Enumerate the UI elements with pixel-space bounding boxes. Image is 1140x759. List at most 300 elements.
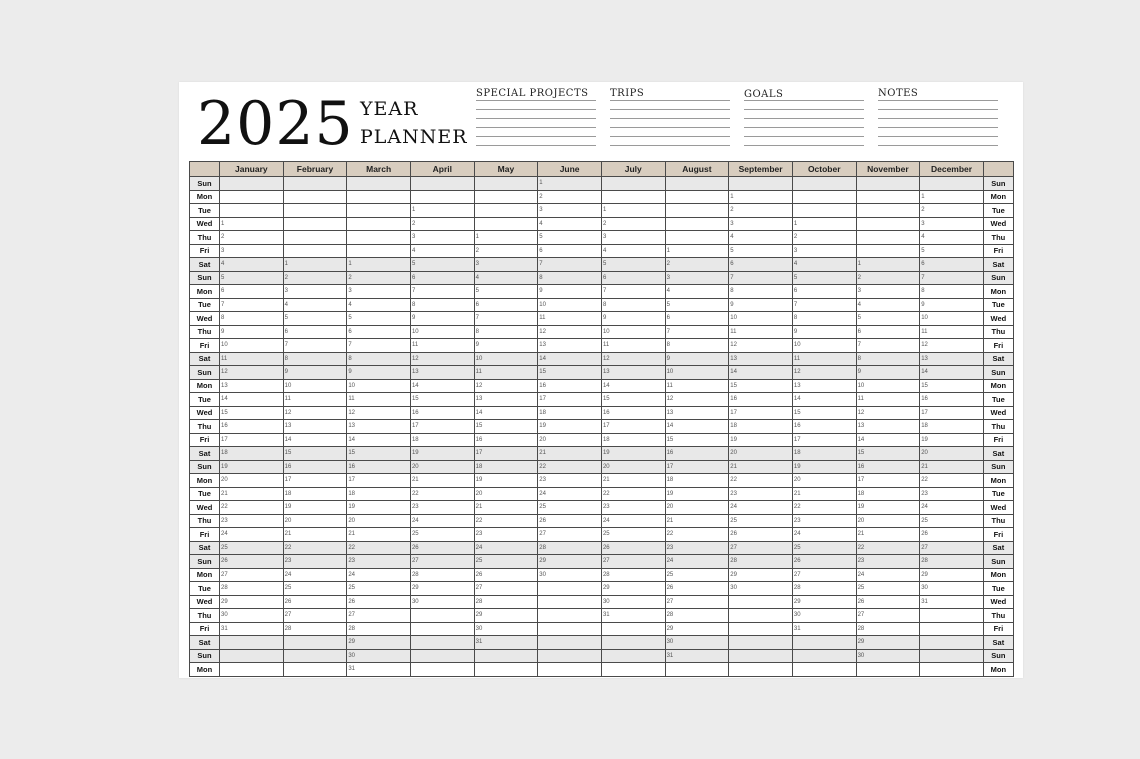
day-cell[interactable]: 18 xyxy=(601,433,665,447)
day-cell[interactable]: 7 xyxy=(665,325,729,339)
day-cell[interactable] xyxy=(283,231,347,245)
day-cell[interactable]: 30 xyxy=(601,595,665,609)
day-cell[interactable]: 20 xyxy=(347,514,411,528)
day-cell[interactable]: 19 xyxy=(792,460,856,474)
day-cell[interactable]: 26 xyxy=(729,528,793,542)
day-cell[interactable]: 7 xyxy=(601,285,665,299)
day-cell[interactable]: 28 xyxy=(920,555,984,569)
day-cell[interactable]: 6 xyxy=(220,285,284,299)
day-cell[interactable]: 18 xyxy=(792,447,856,461)
day-cell[interactable]: 2 xyxy=(729,204,793,218)
day-cell[interactable]: 3 xyxy=(283,285,347,299)
day-cell[interactable]: 1 xyxy=(538,177,602,191)
day-cell[interactable]: 25 xyxy=(792,541,856,555)
day-cell[interactable] xyxy=(792,177,856,191)
day-cell[interactable]: 24 xyxy=(729,501,793,515)
day-cell[interactable] xyxy=(220,204,284,218)
day-cell[interactable]: 1 xyxy=(410,204,474,218)
day-cell[interactable] xyxy=(856,231,920,245)
day-cell[interactable]: 19 xyxy=(920,433,984,447)
day-cell[interactable]: 17 xyxy=(920,406,984,420)
day-cell[interactable]: 20 xyxy=(538,433,602,447)
day-cell[interactable] xyxy=(601,636,665,650)
day-cell[interactable]: 8 xyxy=(220,312,284,326)
day-cell[interactable]: 14 xyxy=(601,379,665,393)
day-cell[interactable]: 7 xyxy=(347,339,411,353)
day-cell[interactable]: 14 xyxy=(410,379,474,393)
day-cell[interactable] xyxy=(538,636,602,650)
day-cell[interactable]: 2 xyxy=(665,258,729,272)
day-cell[interactable]: 16 xyxy=(920,393,984,407)
day-cell[interactable]: 3 xyxy=(538,204,602,218)
day-cell[interactable]: 8 xyxy=(792,312,856,326)
day-cell[interactable] xyxy=(665,663,729,677)
day-cell[interactable]: 3 xyxy=(220,244,284,258)
day-cell[interactable]: 7 xyxy=(538,258,602,272)
day-cell[interactable]: 3 xyxy=(665,271,729,285)
day-cell[interactable]: 31 xyxy=(601,609,665,623)
day-cell[interactable] xyxy=(347,244,411,258)
day-cell[interactable]: 7 xyxy=(729,271,793,285)
day-cell[interactable]: 25 xyxy=(283,582,347,596)
day-cell[interactable] xyxy=(283,663,347,677)
day-cell[interactable]: 29 xyxy=(347,636,411,650)
day-cell[interactable]: 24 xyxy=(538,487,602,501)
day-cell[interactable]: 4 xyxy=(474,271,538,285)
day-cell[interactable]: 1 xyxy=(347,258,411,272)
day-cell[interactable]: 4 xyxy=(410,244,474,258)
day-cell[interactable] xyxy=(856,204,920,218)
day-cell[interactable] xyxy=(665,231,729,245)
day-cell[interactable]: 26 xyxy=(856,595,920,609)
day-cell[interactable]: 13 xyxy=(347,420,411,434)
day-cell[interactable]: 24 xyxy=(601,514,665,528)
day-cell[interactable]: 14 xyxy=(920,366,984,380)
day-cell[interactable]: 26 xyxy=(601,541,665,555)
day-cell[interactable]: 6 xyxy=(410,271,474,285)
day-cell[interactable] xyxy=(920,636,984,650)
day-cell[interactable]: 16 xyxy=(601,406,665,420)
day-cell[interactable]: 30 xyxy=(410,595,474,609)
day-cell[interactable]: 22 xyxy=(729,474,793,488)
day-cell[interactable]: 3 xyxy=(792,244,856,258)
day-cell[interactable]: 2 xyxy=(474,244,538,258)
day-cell[interactable]: 17 xyxy=(538,393,602,407)
day-cell[interactable] xyxy=(347,204,411,218)
day-cell[interactable]: 28 xyxy=(220,582,284,596)
day-cell[interactable]: 2 xyxy=(538,190,602,204)
day-cell[interactable]: 22 xyxy=(601,487,665,501)
day-cell[interactable]: 9 xyxy=(792,325,856,339)
day-cell[interactable] xyxy=(856,190,920,204)
day-cell[interactable]: 10 xyxy=(601,325,665,339)
day-cell[interactable]: 12 xyxy=(347,406,411,420)
day-cell[interactable]: 6 xyxy=(920,258,984,272)
day-cell[interactable]: 14 xyxy=(474,406,538,420)
day-cell[interactable] xyxy=(220,177,284,191)
day-cell[interactable]: 25 xyxy=(601,528,665,542)
day-cell[interactable]: 27 xyxy=(920,541,984,555)
day-cell[interactable] xyxy=(474,217,538,231)
day-cell[interactable]: 24 xyxy=(410,514,474,528)
day-cell[interactable]: 24 xyxy=(474,541,538,555)
day-cell[interactable]: 27 xyxy=(538,528,602,542)
day-cell[interactable]: 30 xyxy=(538,568,602,582)
day-cell[interactable]: 17 xyxy=(347,474,411,488)
day-cell[interactable]: 13 xyxy=(856,420,920,434)
day-cell[interactable]: 17 xyxy=(601,420,665,434)
day-cell[interactable] xyxy=(601,622,665,636)
day-cell[interactable]: 14 xyxy=(347,433,411,447)
day-cell[interactable]: 21 xyxy=(538,447,602,461)
day-cell[interactable]: 16 xyxy=(220,420,284,434)
day-cell[interactable]: 8 xyxy=(920,285,984,299)
day-cell[interactable]: 25 xyxy=(665,568,729,582)
day-cell[interactable]: 4 xyxy=(283,298,347,312)
day-cell[interactable]: 13 xyxy=(538,339,602,353)
day-cell[interactable]: 17 xyxy=(856,474,920,488)
day-cell[interactable]: 14 xyxy=(856,433,920,447)
day-cell[interactable] xyxy=(729,609,793,623)
day-cell[interactable]: 20 xyxy=(601,460,665,474)
day-cell[interactable]: 20 xyxy=(220,474,284,488)
day-cell[interactable]: 24 xyxy=(283,568,347,582)
day-cell[interactable]: 9 xyxy=(347,366,411,380)
day-cell[interactable]: 8 xyxy=(283,352,347,366)
day-cell[interactable]: 29 xyxy=(538,555,602,569)
day-cell[interactable]: 16 xyxy=(729,393,793,407)
day-cell[interactable]: 29 xyxy=(856,636,920,650)
day-cell[interactable]: 6 xyxy=(474,298,538,312)
day-cell[interactable] xyxy=(474,190,538,204)
day-cell[interactable]: 23 xyxy=(474,528,538,542)
day-cell[interactable]: 14 xyxy=(283,433,347,447)
day-cell[interactable]: 10 xyxy=(283,379,347,393)
day-cell[interactable]: 4 xyxy=(792,258,856,272)
day-cell[interactable]: 29 xyxy=(665,622,729,636)
day-cell[interactable]: 1 xyxy=(920,190,984,204)
day-cell[interactable]: 11 xyxy=(729,325,793,339)
day-cell[interactable] xyxy=(729,177,793,191)
day-cell[interactable]: 12 xyxy=(856,406,920,420)
day-cell[interactable]: 11 xyxy=(601,339,665,353)
day-cell[interactable]: 19 xyxy=(538,420,602,434)
day-cell[interactable] xyxy=(538,582,602,596)
day-cell[interactable] xyxy=(538,622,602,636)
day-cell[interactable]: 27 xyxy=(347,609,411,623)
day-cell[interactable] xyxy=(792,190,856,204)
day-cell[interactable]: 6 xyxy=(856,325,920,339)
day-cell[interactable]: 29 xyxy=(920,568,984,582)
day-cell[interactable] xyxy=(347,190,411,204)
day-cell[interactable]: 25 xyxy=(729,514,793,528)
day-cell[interactable]: 26 xyxy=(538,514,602,528)
day-cell[interactable]: 17 xyxy=(729,406,793,420)
day-cell[interactable]: 20 xyxy=(474,487,538,501)
day-cell[interactable]: 22 xyxy=(347,541,411,555)
day-cell[interactable]: 2 xyxy=(283,271,347,285)
day-cell[interactable] xyxy=(283,636,347,650)
day-cell[interactable]: 23 xyxy=(410,501,474,515)
day-cell[interactable]: 30 xyxy=(729,582,793,596)
day-cell[interactable] xyxy=(601,649,665,663)
day-cell[interactable] xyxy=(220,663,284,677)
day-cell[interactable]: 4 xyxy=(920,231,984,245)
day-cell[interactable]: 1 xyxy=(283,258,347,272)
day-cell[interactable]: 16 xyxy=(792,420,856,434)
day-cell[interactable]: 23 xyxy=(347,555,411,569)
day-cell[interactable]: 14 xyxy=(729,366,793,380)
day-cell[interactable]: 5 xyxy=(283,312,347,326)
day-cell[interactable] xyxy=(920,649,984,663)
day-cell[interactable] xyxy=(347,217,411,231)
day-cell[interactable]: 21 xyxy=(410,474,474,488)
day-cell[interactable] xyxy=(856,663,920,677)
day-cell[interactable]: 30 xyxy=(792,609,856,623)
day-cell[interactable]: 25 xyxy=(220,541,284,555)
day-cell[interactable]: 23 xyxy=(665,541,729,555)
day-cell[interactable]: 31 xyxy=(220,622,284,636)
day-cell[interactable] xyxy=(538,609,602,623)
day-cell[interactable]: 31 xyxy=(347,663,411,677)
day-cell[interactable] xyxy=(220,636,284,650)
day-cell[interactable]: 13 xyxy=(410,366,474,380)
day-cell[interactable] xyxy=(283,649,347,663)
day-cell[interactable]: 29 xyxy=(220,595,284,609)
day-cell[interactable]: 20 xyxy=(665,501,729,515)
day-cell[interactable] xyxy=(856,177,920,191)
day-cell[interactable]: 20 xyxy=(410,460,474,474)
day-cell[interactable]: 19 xyxy=(601,447,665,461)
day-cell[interactable]: 5 xyxy=(601,258,665,272)
day-cell[interactable]: 23 xyxy=(792,514,856,528)
day-cell[interactable]: 11 xyxy=(283,393,347,407)
day-cell[interactable] xyxy=(538,595,602,609)
day-cell[interactable]: 5 xyxy=(665,298,729,312)
day-cell[interactable]: 5 xyxy=(538,231,602,245)
day-cell[interactable]: 3 xyxy=(856,285,920,299)
day-cell[interactable]: 27 xyxy=(856,609,920,623)
day-cell[interactable]: 28 xyxy=(474,595,538,609)
day-cell[interactable]: 12 xyxy=(410,352,474,366)
day-cell[interactable]: 17 xyxy=(220,433,284,447)
day-cell[interactable] xyxy=(410,190,474,204)
day-cell[interactable] xyxy=(665,177,729,191)
day-cell[interactable]: 24 xyxy=(220,528,284,542)
day-cell[interactable]: 8 xyxy=(729,285,793,299)
day-cell[interactable]: 7 xyxy=(220,298,284,312)
day-cell[interactable]: 1 xyxy=(474,231,538,245)
day-cell[interactable]: 13 xyxy=(729,352,793,366)
day-cell[interactable]: 26 xyxy=(347,595,411,609)
day-cell[interactable]: 24 xyxy=(856,568,920,582)
day-cell[interactable]: 7 xyxy=(920,271,984,285)
day-cell[interactable] xyxy=(410,636,474,650)
day-cell[interactable]: 12 xyxy=(792,366,856,380)
day-cell[interactable]: 1 xyxy=(665,244,729,258)
day-cell[interactable] xyxy=(920,663,984,677)
day-cell[interactable] xyxy=(920,177,984,191)
day-cell[interactable]: 11 xyxy=(856,393,920,407)
day-cell[interactable]: 29 xyxy=(729,568,793,582)
day-cell[interactable]: 26 xyxy=(665,582,729,596)
day-cell[interactable]: 21 xyxy=(856,528,920,542)
day-cell[interactable]: 13 xyxy=(601,366,665,380)
day-cell[interactable]: 22 xyxy=(665,528,729,542)
day-cell[interactable]: 19 xyxy=(220,460,284,474)
day-cell[interactable]: 21 xyxy=(665,514,729,528)
day-cell[interactable]: 11 xyxy=(920,325,984,339)
day-cell[interactable]: 18 xyxy=(220,447,284,461)
day-cell[interactable]: 7 xyxy=(792,298,856,312)
day-cell[interactable]: 18 xyxy=(920,420,984,434)
day-cell[interactable]: 9 xyxy=(601,312,665,326)
day-cell[interactable]: 7 xyxy=(474,312,538,326)
day-cell[interactable] xyxy=(601,177,665,191)
day-cell[interactable]: 26 xyxy=(474,568,538,582)
day-cell[interactable]: 9 xyxy=(538,285,602,299)
day-cell[interactable]: 21 xyxy=(920,460,984,474)
day-cell[interactable]: 5 xyxy=(792,271,856,285)
day-cell[interactable]: 15 xyxy=(347,447,411,461)
day-cell[interactable] xyxy=(729,649,793,663)
day-cell[interactable]: 29 xyxy=(474,609,538,623)
day-cell[interactable]: 8 xyxy=(856,352,920,366)
day-cell[interactable]: 18 xyxy=(665,474,729,488)
day-cell[interactable]: 23 xyxy=(920,487,984,501)
day-cell[interactable]: 1 xyxy=(792,217,856,231)
day-cell[interactable] xyxy=(283,177,347,191)
day-cell[interactable]: 3 xyxy=(920,217,984,231)
day-cell[interactable]: 8 xyxy=(474,325,538,339)
day-cell[interactable]: 17 xyxy=(474,447,538,461)
day-cell[interactable]: 17 xyxy=(283,474,347,488)
day-cell[interactable] xyxy=(601,190,665,204)
day-cell[interactable]: 18 xyxy=(410,433,474,447)
day-cell[interactable]: 5 xyxy=(220,271,284,285)
day-cell[interactable]: 13 xyxy=(220,379,284,393)
day-cell[interactable]: 20 xyxy=(283,514,347,528)
day-cell[interactable]: 13 xyxy=(792,379,856,393)
day-cell[interactable]: 11 xyxy=(538,312,602,326)
day-cell[interactable]: 25 xyxy=(920,514,984,528)
day-cell[interactable]: 16 xyxy=(347,460,411,474)
day-cell[interactable]: 19 xyxy=(410,447,474,461)
day-cell[interactable]: 27 xyxy=(665,595,729,609)
day-cell[interactable]: 27 xyxy=(220,568,284,582)
day-cell[interactable]: 10 xyxy=(347,379,411,393)
day-cell[interactable]: 31 xyxy=(792,622,856,636)
day-cell[interactable]: 22 xyxy=(220,501,284,515)
day-cell[interactable]: 28 xyxy=(792,582,856,596)
day-cell[interactable]: 7 xyxy=(410,285,474,299)
day-cell[interactable] xyxy=(283,217,347,231)
day-cell[interactable] xyxy=(347,231,411,245)
day-cell[interactable]: 11 xyxy=(220,352,284,366)
day-cell[interactable] xyxy=(283,204,347,218)
day-cell[interactable]: 25 xyxy=(856,582,920,596)
day-cell[interactable]: 29 xyxy=(792,595,856,609)
day-cell[interactable]: 8 xyxy=(410,298,474,312)
day-cell[interactable]: 22 xyxy=(538,460,602,474)
day-cell[interactable]: 26 xyxy=(283,595,347,609)
day-cell[interactable]: 13 xyxy=(283,420,347,434)
day-cell[interactable]: 8 xyxy=(665,339,729,353)
day-cell[interactable]: 21 xyxy=(347,528,411,542)
day-cell[interactable]: 26 xyxy=(920,528,984,542)
day-cell[interactable]: 8 xyxy=(347,352,411,366)
day-cell[interactable]: 18 xyxy=(283,487,347,501)
day-cell[interactable]: 15 xyxy=(220,406,284,420)
day-cell[interactable]: 15 xyxy=(665,433,729,447)
day-cell[interactable]: 26 xyxy=(220,555,284,569)
day-cell[interactable]: 6 xyxy=(283,325,347,339)
day-cell[interactable]: 2 xyxy=(220,231,284,245)
day-cell[interactable]: 15 xyxy=(474,420,538,434)
day-cell[interactable]: 5 xyxy=(410,258,474,272)
day-cell[interactable]: 28 xyxy=(729,555,793,569)
day-cell[interactable]: 22 xyxy=(792,501,856,515)
day-cell[interactable]: 12 xyxy=(920,339,984,353)
day-cell[interactable]: 23 xyxy=(729,487,793,501)
day-cell[interactable]: 10 xyxy=(920,312,984,326)
day-cell[interactable]: 23 xyxy=(283,555,347,569)
day-cell[interactable]: 5 xyxy=(729,244,793,258)
day-cell[interactable] xyxy=(729,636,793,650)
day-cell[interactable]: 10 xyxy=(792,339,856,353)
day-cell[interactable]: 11 xyxy=(410,339,474,353)
day-cell[interactable]: 4 xyxy=(665,285,729,299)
day-cell[interactable]: 21 xyxy=(601,474,665,488)
day-cell[interactable]: 27 xyxy=(474,582,538,596)
day-cell[interactable] xyxy=(283,190,347,204)
day-cell[interactable]: 13 xyxy=(474,393,538,407)
day-cell[interactable]: 9 xyxy=(665,352,729,366)
day-cell[interactable]: 28 xyxy=(538,541,602,555)
day-cell[interactable]: 28 xyxy=(665,609,729,623)
day-cell[interactable] xyxy=(410,609,474,623)
day-cell[interactable]: 20 xyxy=(920,447,984,461)
day-cell[interactable]: 30 xyxy=(220,609,284,623)
day-cell[interactable]: 1 xyxy=(856,258,920,272)
day-cell[interactable]: 8 xyxy=(601,298,665,312)
day-cell[interactable]: 26 xyxy=(792,555,856,569)
day-cell[interactable]: 12 xyxy=(220,366,284,380)
day-cell[interactable]: 22 xyxy=(856,541,920,555)
day-cell[interactable]: 28 xyxy=(601,568,665,582)
day-cell[interactable]: 31 xyxy=(920,595,984,609)
day-cell[interactable]: 6 xyxy=(538,244,602,258)
day-cell[interactable]: 6 xyxy=(347,325,411,339)
day-cell[interactable]: 14 xyxy=(538,352,602,366)
day-cell[interactable]: 9 xyxy=(920,298,984,312)
day-cell[interactable]: 20 xyxy=(856,514,920,528)
day-cell[interactable]: 12 xyxy=(283,406,347,420)
day-cell[interactable]: 9 xyxy=(220,325,284,339)
day-cell[interactable]: 15 xyxy=(729,379,793,393)
day-cell[interactable]: 27 xyxy=(283,609,347,623)
day-cell[interactable]: 4 xyxy=(538,217,602,231)
day-cell[interactable]: 30 xyxy=(474,622,538,636)
day-cell[interactable]: 4 xyxy=(220,258,284,272)
day-cell[interactable]: 9 xyxy=(410,312,474,326)
day-cell[interactable]: 23 xyxy=(220,514,284,528)
day-cell[interactable]: 3 xyxy=(410,231,474,245)
day-cell[interactable]: 22 xyxy=(474,514,538,528)
day-cell[interactable]: 12 xyxy=(601,352,665,366)
day-cell[interactable]: 1 xyxy=(220,217,284,231)
day-cell[interactable] xyxy=(538,649,602,663)
